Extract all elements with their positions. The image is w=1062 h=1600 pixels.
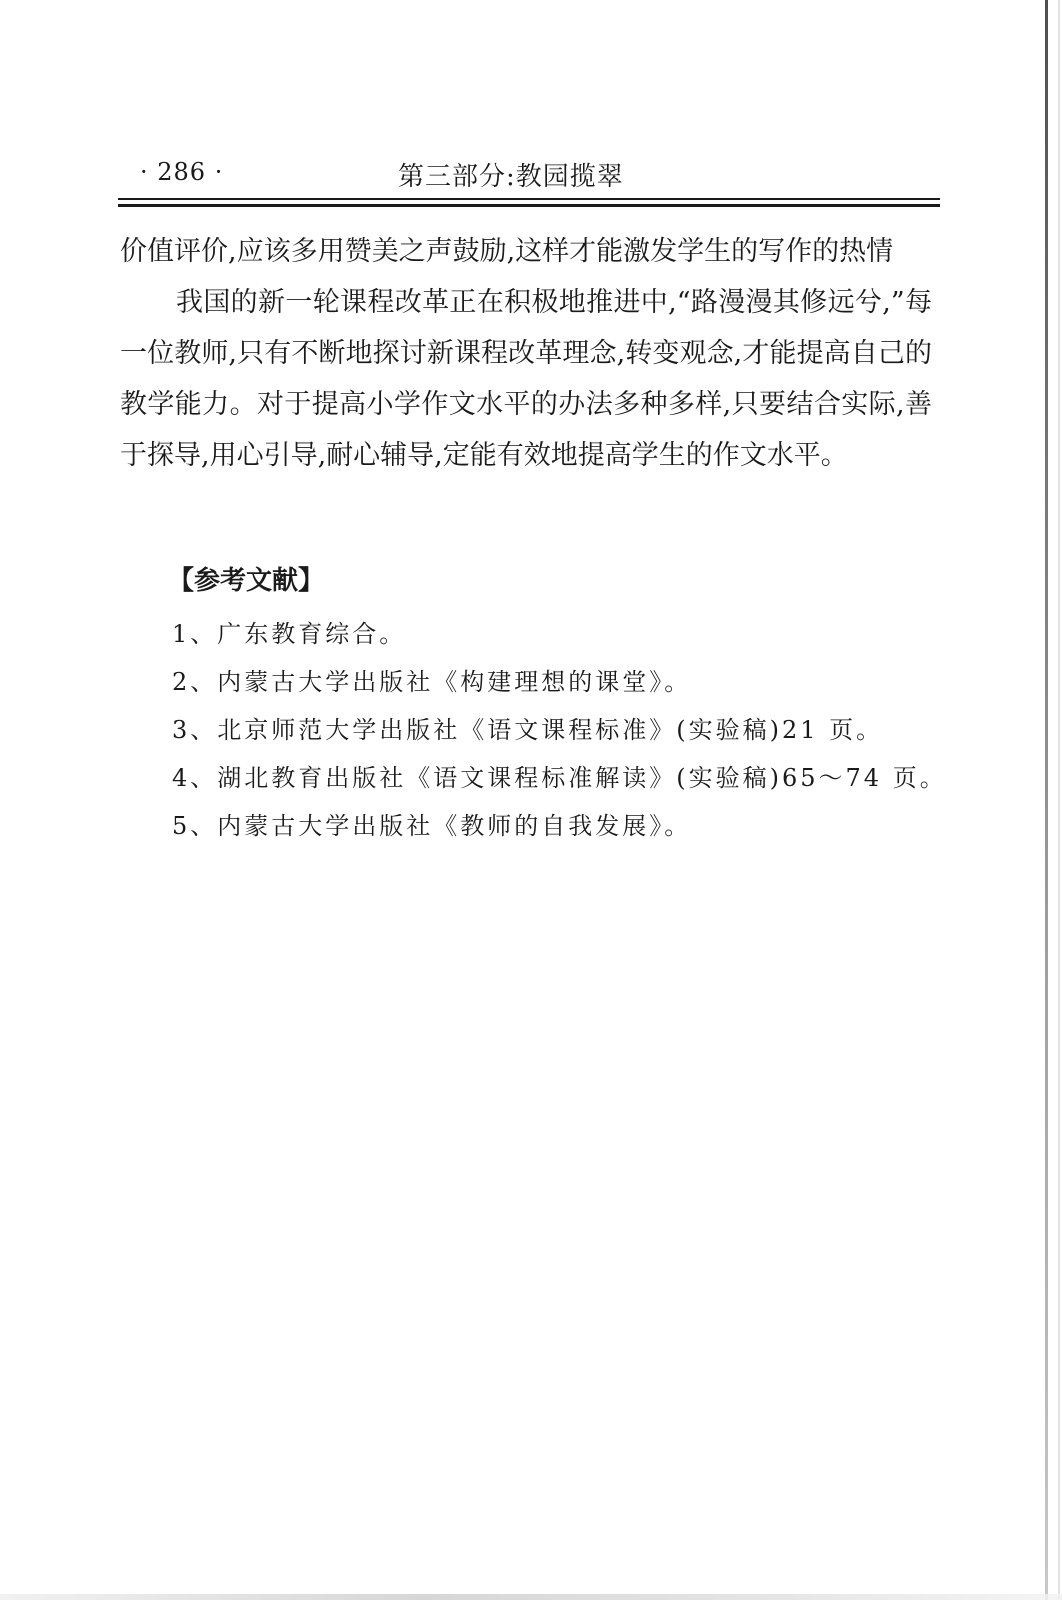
- running-title: 第三部分:教园揽翠: [398, 162, 624, 192]
- references-heading: 【参考文献】: [168, 566, 325, 596]
- header-rule-thin: [118, 198, 940, 200]
- reference-item: 3、北京师范大学出版社《语文课程标准》(实验稿)21 页。: [172, 716, 884, 744]
- page-header: [120, 156, 940, 192]
- scan-edge-line: [1058, 0, 1060, 1600]
- reference-item: 4、湖北教育出版社《语文课程标准解读》(实验稿)65～74 页。: [172, 764, 947, 792]
- scan-edge-shadow: [1045, 0, 1048, 1600]
- body-text: [120, 226, 932, 481]
- references-list: [172, 610, 952, 850]
- reference-item: 2、内蒙古大学出版社《构建理想的课堂》。: [172, 668, 692, 696]
- paragraph-continued: 价值评价,应该多用赞美之声鼓励,这样才能激发学生的写作的热情: [120, 236, 894, 267]
- page-number: · 286 ·: [140, 158, 224, 186]
- header-rule-thick: [118, 204, 940, 207]
- reference-item: 5、内蒙古大学出版社《教师的自我发展》。: [172, 812, 692, 840]
- paragraph: 我国的新一轮课程改革正在积极地推进中,“路漫漫其修远兮,”每一位教师,只有不断地探讨新课程改革理念,转变观念,才能提高自己的教学能力。对于提高小学作文水平的办法多种多样,只要结合实际,善于探导,用心引导,耐心辅导,定能有效地提高学生的作文水平。: [120, 287, 932, 471]
- scan-bottom-shadow: [0, 1594, 1062, 1600]
- reference-item: 1、广东教育综合。: [172, 620, 407, 648]
